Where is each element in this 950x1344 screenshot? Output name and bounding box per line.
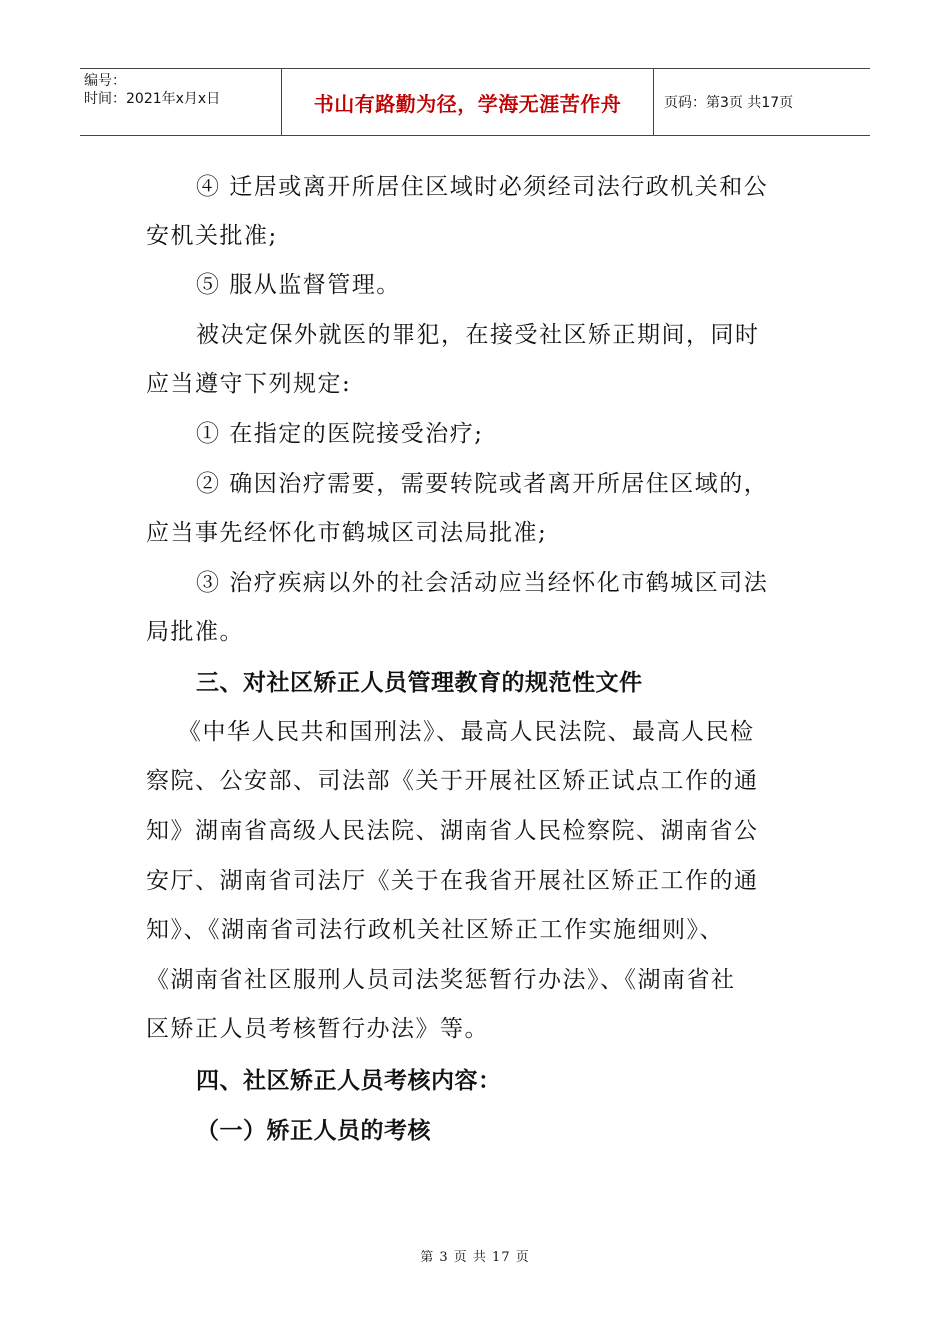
body-line: ③ 治疗疾病以外的社会活动应当经怀化市鹤城区司法 [196, 570, 769, 596]
header-meta [80, 69, 282, 135]
page-footer: 第 3 页 共 17 页 [420, 1250, 530, 1265]
document-number-label: 编号： [84, 73, 126, 89]
header-page-info: 页码：第3页 共17页 [664, 95, 794, 111]
body-line: 应当事先经怀化市鹤城区司法局批准; [146, 520, 548, 546]
body-line: 知》、《湖南省司法行政机关社区矫正工作实施细则》、 [146, 917, 724, 943]
header-motto: 书山有路勤为径，学海无涯苦作舟 [282, 69, 654, 135]
document-date: 时间：2021年x月x日 [84, 91, 221, 107]
subsection-heading: （一）矫正人员的考核 [196, 1118, 431, 1144]
body-line: 安厅、湖南省司法厅《关于在我省开展社区矫正工作的通 [146, 868, 759, 894]
body-line: 局批准。 [146, 619, 244, 645]
body-line: ② 确因治疗需要，需要转院或者离开所居住区域的， [196, 471, 769, 497]
body-line: 知》湖南省高级人民法院、湖南省人民检察院、湖南省公 [146, 818, 759, 844]
body-line: 《湖南省社区服刑人员司法奖惩暂行办法》、《湖南省社 [146, 967, 736, 993]
body-line: ⑤ 服从监督管理。 [196, 272, 401, 298]
body-line: 安机关批准; [146, 223, 278, 249]
body-line: ④ 迁居或离开所居住区域时必须经司法行政机关和公 [196, 174, 769, 200]
body-line: 区矫正人员考核暂行办法》等。 [146, 1016, 489, 1042]
body-line: 《中华人民共和国刑法》、最高人民法院、最高人民检 [178, 719, 755, 745]
body-line: ① 在指定的医院接受治疗; [196, 421, 484, 447]
body-line: 被决定保外就医的罪犯，在接受社区矫正期间，同时 [196, 322, 760, 348]
section-heading: 三、对社区矫正人员管理教育的规范性文件 [196, 670, 643, 696]
section-heading: 四、社区矫正人员考核内容： [196, 1068, 502, 1094]
page-header [80, 68, 870, 136]
body-line: 应当遵守下列规定: [146, 371, 352, 397]
body-line: 察院、公安部、司法部《关于开展社区矫正试点工作的通 [146, 768, 759, 794]
